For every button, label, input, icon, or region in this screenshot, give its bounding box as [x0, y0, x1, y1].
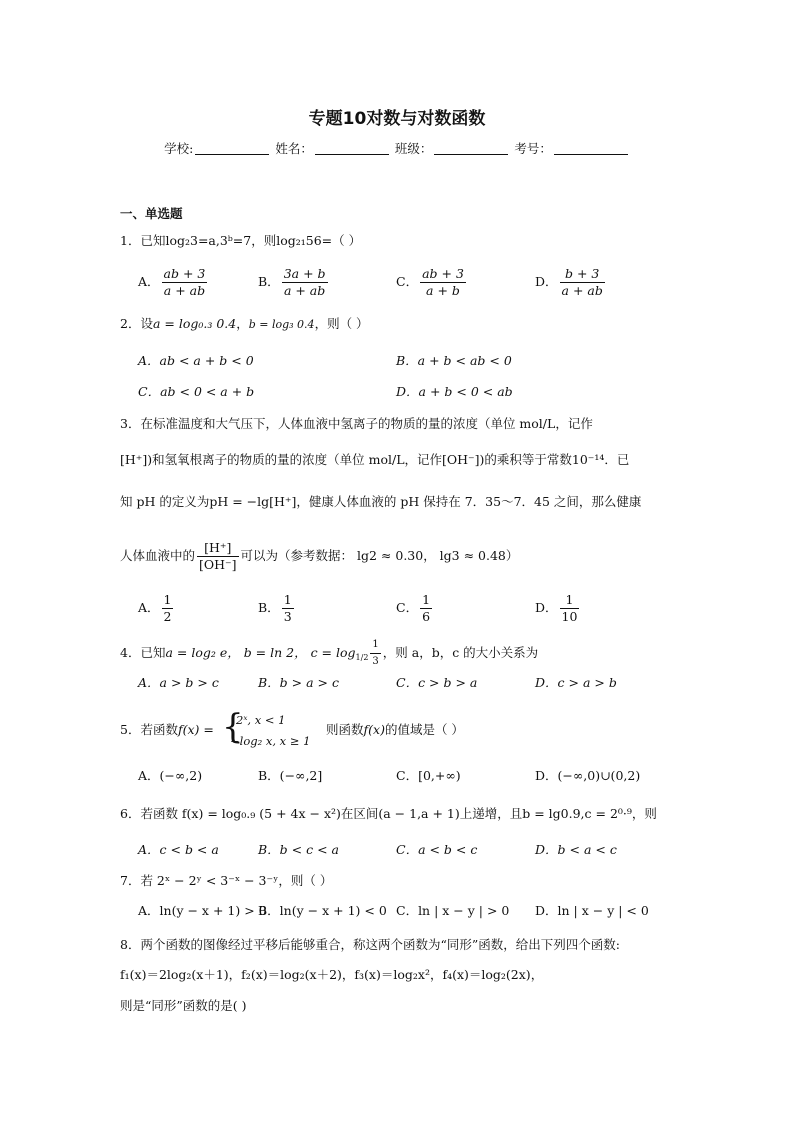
q7-option-d: D．ln | x − y | < 0	[535, 903, 649, 918]
q5-option-b: B．(−∞,2]	[258, 768, 323, 783]
q1-option-a: A． $\frac{ab + 3}{a + ab}$	[138, 266, 206, 298]
q6-option-d: D．b < a < c	[535, 842, 617, 857]
number-blank[interactable]	[554, 142, 628, 155]
q1-option-d: D． $\frac{b + 3}{a + ab}$	[535, 266, 603, 298]
question-8-line-3: 则是“同形”函数的是( )	[120, 998, 247, 1013]
q5-option-d: D．(−∞,0)∪(0,2)	[535, 768, 641, 783]
question-1-stem: 1．已知log₂3=a,3ᵇ=7，则log₂₁56=（ ）	[120, 233, 362, 248]
q3-option-a: A． $\frac{1}{2}$	[138, 592, 172, 624]
question-2-stem: 2．设a = log₀.₃ 0.4，b = log₃ 0.4，则（ ）	[120, 316, 369, 331]
class-blank[interactable]	[434, 142, 508, 155]
number-label: 考号：	[514, 141, 552, 156]
question-5-stem-b: 则函数f(x)的值域是（ ）	[326, 722, 464, 737]
name-blank[interactable]	[315, 142, 389, 155]
question-3-line-4: 人体血液中的 $\frac{[H^+]}{[OH^-]}$ 可以为（参考数据： lg2 ≈ 0.30， lg3 ≈ 0.48）	[120, 540, 519, 572]
school-blank[interactable]	[195, 142, 269, 155]
school-label: 学校:	[164, 141, 194, 156]
q6-option-c: C．a < b < c	[396, 842, 478, 857]
class-label: 班级：	[394, 141, 433, 156]
q7-option-a: A．ln(y − x + 1) > 0	[138, 903, 267, 918]
q7-option-b: B．ln(y − x + 1) < 0	[258, 903, 387, 918]
q4-option-b: B．b > a > c	[258, 675, 339, 690]
q3-option-d: D． $\frac{1}{10}$	[535, 592, 578, 624]
q3-option-c: C． $\frac{1}{6}$	[396, 592, 431, 624]
question-8-line-2: f₁(x)＝2log₂(x＋1)，f₂(x)＝log₂(x＋2)，f₃(x)＝log₂x²，f₄(x)＝log₂(2x)，	[120, 967, 544, 982]
name-label: 姓名：	[275, 141, 313, 156]
q1-option-b: B． $\frac{3a + b}{a + ab}$	[258, 266, 326, 298]
question-5-stem-a: 5．若函数f(x) =	[120, 722, 214, 737]
q2-option-d: D．a + b < 0 < ab	[396, 384, 513, 399]
question-8-line-1: 8．两个函数的图像经过平移后能够重合，称这两个函数为“同形”函数，给出下列四个函数:	[120, 937, 620, 952]
question-3-line-2: [H⁺])和氢氧根离子的物质的量的浓度（单位 mol/L，记作[OH⁻])的乘积等于常数10⁻¹⁴．已	[120, 452, 630, 467]
q4-option-d: D．c > a > b	[535, 675, 617, 690]
piecewise-brace: {	[222, 707, 244, 747]
q4-option-a: A．a > b > c	[138, 675, 219, 690]
piecewise-case-2: −log₂ x, x ≥ 1	[230, 734, 311, 748]
question-6-stem: 6．若函数 f(x) = log₀.₉ (5 + 4x − x²)在区间(a − 1,a + 1)上递增，且b = lg0.9,c = 2⁰·⁹，则	[120, 806, 657, 821]
piecewise-case-1: 2ˣ, x < 1	[236, 713, 286, 727]
question-3-line-1: 3．在标准温度和大气压下，人体血液中氢离子的物质的量的浓度（单位 mol/L，记作	[120, 416, 593, 431]
q7-option-c: C．ln | x − y | > 0	[396, 903, 510, 918]
page-title: 专题10对数与对数函数	[308, 109, 486, 129]
q5-option-a: A．(−∞,2)	[138, 768, 203, 783]
question-3-line-3: 知 pH 的定义为pH = −lg[H⁺]，健康人体血液的 pH 保持在 7．35～7．45 之间，那么健康	[120, 494, 642, 509]
question-4-stem: 4．已知a = log₂ e， b = ln 2， $c = \log_{1/2}$ $\frac{1}{3}$ ，则 a，b，c 的大小关系为	[120, 639, 539, 667]
q6-option-a: A．c < b < a	[138, 842, 219, 857]
question-7-stem: 7．若 2ˣ − 2ʸ < 3⁻ˣ − 3⁻ʸ，则（ ）	[120, 873, 333, 888]
q2-option-c: C．ab < 0 < a + b	[138, 384, 255, 399]
q3-option-b: B． $\frac{1}{3}$	[258, 592, 292, 624]
q4-option-c: C．c > b > a	[396, 675, 478, 690]
q1-option-c: C． $\frac{ab + 3}{a + b}$	[396, 266, 464, 298]
student-info-line	[0, 139, 794, 157]
q5-option-c: C．[0,+∞)	[396, 768, 461, 783]
q6-option-b: B．b < c < a	[258, 842, 339, 857]
q2-option-a: A．ab < a + b < 0	[138, 353, 254, 368]
section-heading: 一、单选题	[120, 206, 183, 221]
q2-option-b: B．a + b < ab < 0	[396, 353, 512, 368]
